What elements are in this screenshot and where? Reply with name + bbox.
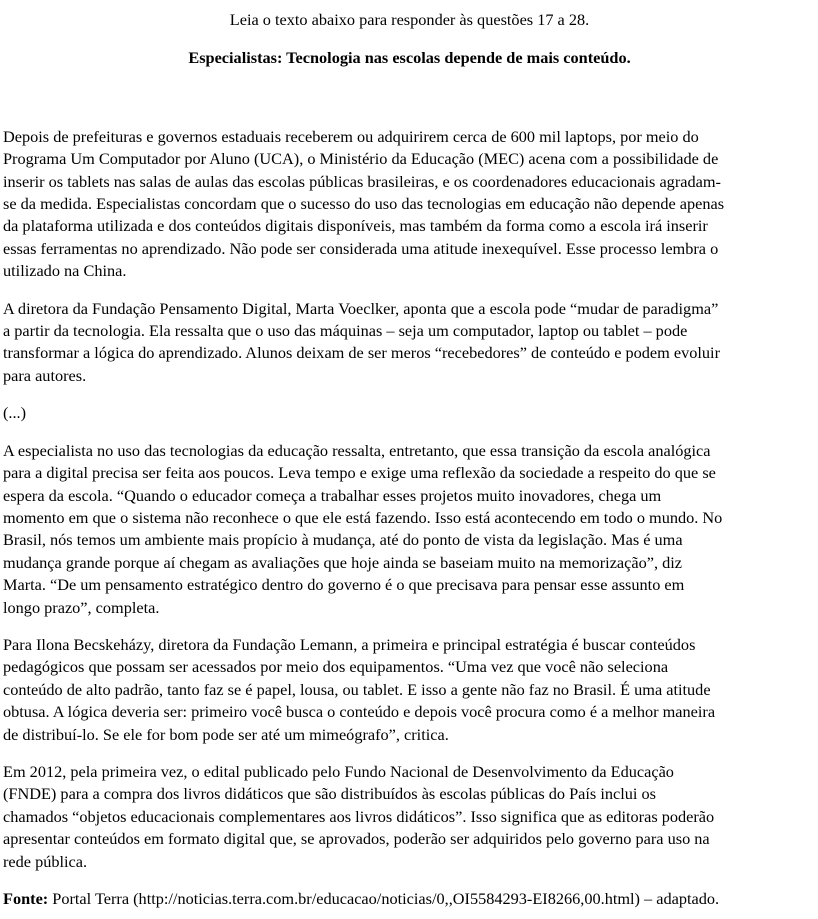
text-line: Para Ilona Becskeházy, diretora da Fundação Lemann, a primeira e principal estratégia é buscar conteúdos xyxy=(3,634,696,654)
text-line: de distribuí-lo. Se ele for bom pode ser até um mimeógrafo”, critica. xyxy=(3,724,449,744)
text-line: momento em que o sistema não reconhece o que ele está fazendo. Isso está acontecendo em todo o mundo. No xyxy=(3,507,723,527)
text-line: mudança grande porque aí chegam as avaliações que hoje ainda se baseiam muito na memorização”, diz xyxy=(3,552,682,572)
text-line: longo prazo”, completa. xyxy=(3,597,160,617)
paragraph xyxy=(3,634,816,746)
paragraph xyxy=(3,126,816,283)
paragraph xyxy=(3,761,816,873)
text-line: rede pública. xyxy=(3,851,88,871)
text-line: obtusa. A lógica deveria ser: primeiro você busca o conteúdo e depois você procura como é a melhor maneira xyxy=(3,702,716,722)
text-line: pedagógicos que possam ser acessados por meio dos equipamentos. “Uma vez que você não seleciona xyxy=(3,657,669,677)
text-line: Em 2012, pela primeira vez, o edital publicado pelo Fundo Nacional de Desenvolvimento da Educação xyxy=(3,761,674,781)
text-line: a partir da tecnologia. Ela ressalta que o uso das máquinas – seja um computador, laptop ou tablet – pode xyxy=(3,321,688,341)
source-label: Fonte: xyxy=(3,889,49,908)
text-line: utilizado na China. xyxy=(3,261,127,281)
text-line: A especialista no uso das tecnologias da educação ressalta, entretanto, que essa transição da escola analógica xyxy=(3,440,711,460)
text-line: essas ferramentas no aprendizado. Não pode ser considerada uma atitude inexequível. Esse processo lembra o xyxy=(3,238,719,258)
article-body xyxy=(3,126,816,873)
instruction-line: Leia o texto abaixo para responder às questões 17 a 28. xyxy=(229,10,590,29)
paragraph xyxy=(3,298,816,388)
text-line: chamados “objetos educacionais complementares aos livros didáticos”. Isso significa que as editoras poderão xyxy=(3,806,715,826)
text-line: para a digital precisa ser feita aos poucos. Leva tempo e exige uma reflexão da sociedade a respeito do que se xyxy=(3,463,716,483)
text-line: Brasil, nós temos um ambiente mais propício à mudança, até do ponto de vista da legislação. Mas é uma xyxy=(3,530,683,550)
text-line: se da medida. Especialistas concordam que o sucesso do uso das tecnologias em educação não depende apenas xyxy=(3,194,725,214)
text-line: da plataforma utilizada e dos conteúdos digitais disponíveis, mas também da forma como a escola irá inserir xyxy=(3,216,708,236)
text-line: (...) xyxy=(3,403,27,423)
paragraph xyxy=(3,402,816,424)
source-line xyxy=(3,888,816,910)
text-line: apresentar conteúdos em formato digital que, se aprovados, poderão ser adquiridos pelo governo para uso na xyxy=(3,829,710,849)
source-text: Portal Terra (http://noticias.terra.com.br/educacao/noticias/0,,OI5584293-EI8266,00.html) – adaptado. xyxy=(48,889,720,908)
text-line: para autores. xyxy=(3,365,87,385)
text-line: Marta. “De um pensamento estratégico dentro do governo é o que precisava para pensar esse assunto em xyxy=(3,575,685,595)
paragraph xyxy=(3,440,816,619)
article-title: Especialistas: Tecnologia nas escolas depende de mais conteúdo. xyxy=(188,48,631,68)
text-line: transformar a lógica do aprendizado. Alunos deixam de ser meros “recebedores” de conteúdo e podem evoluir xyxy=(3,343,721,363)
text-line: espera da escola. “Quando o educador começa a trabalhar esses projetos muito inovadores, chega um xyxy=(3,485,662,505)
text-line: Programa Um Computador por Aluno (UCA), o Ministério da Educação (MEC) acena com a possibilidade de xyxy=(3,149,719,169)
text-line: (FNDE) para a compra dos livros didáticos que são distribuídos às escolas públicas do País inclui os xyxy=(3,784,656,804)
text-line: Depois de prefeituras e governos estaduais receberem ou adquirirem cerca de 600 mil laptops, por meio do xyxy=(3,126,699,146)
text-line: conteúdo de alto padrão, tanto faz se é papel, lousa, ou tablet. E isso a gente não faz no Brasil. É uma atitude xyxy=(3,679,711,699)
text-line: A diretora da Fundação Pensamento Digital, Marta Voeclker, aponta que a escola pode “mudar de paradigma” xyxy=(3,298,719,318)
text-line: inserir os tablets nas salas de aulas das escolas públicas brasileiras, e os coordenadores educacionais agradam- xyxy=(3,171,721,191)
